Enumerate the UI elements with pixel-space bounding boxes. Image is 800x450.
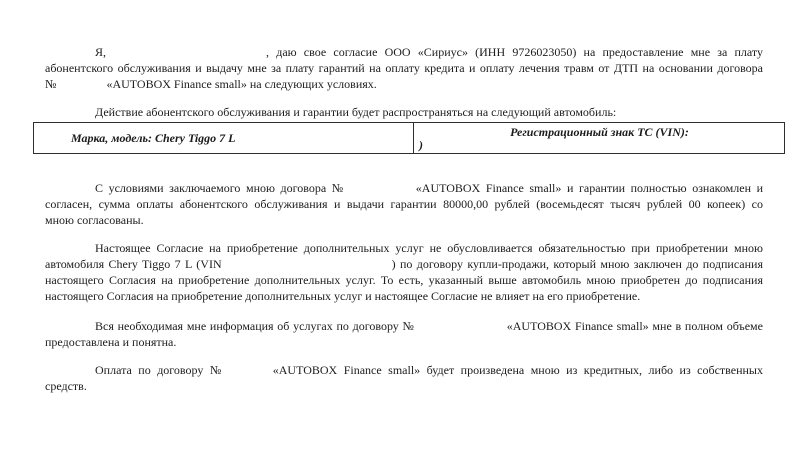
text-run: абонентского обслуживания и выдачу мне за плату гарантий на оплату кредита и оплату лечения травм от ДТП на основании договора — [45, 61, 763, 75]
no-obligation-paragraph — [45, 240, 763, 304]
intro-line-1 — [45, 44, 763, 60]
text-run: автомобиля Chery Tiggo 7 L (VIN — [45, 257, 222, 271]
text-run: Вся необходимая мне информация об услугах по договору № — [95, 319, 415, 333]
contract-number-blank-field — [346, 190, 416, 192]
contract-number-blank-field — [415, 328, 507, 330]
spacer — [45, 154, 763, 180]
text-run: мною согласованы. — [45, 213, 144, 227]
vehicle-reg-label: Регистрационный знак ТС (VIN): — [510, 125, 689, 139]
intro-line-2 — [45, 60, 763, 76]
text-run: Оплата по договору № — [95, 363, 225, 377]
vehicle-make-model-cell — [34, 123, 414, 153]
text-run: Настоящее Согласие на приобретение дополнительных услуг не обусловливается обязательностью при приобретении мною — [95, 241, 763, 255]
intro-line-3 — [45, 76, 763, 92]
information-paragraph — [45, 318, 763, 350]
payment-paragraph — [45, 362, 763, 394]
text-run: настоящего Согласия на приобретение дополнительных услуг. То есть, указанный выше автомобиль мною приобретен до подписания — [45, 273, 763, 287]
information-line-1 — [45, 318, 763, 334]
text-run: Действие абонентского обслуживания и гарантии будет распространяться на следующий автомобиль: — [95, 105, 617, 119]
spacer — [45, 304, 763, 318]
payment-line-1 — [45, 362, 763, 378]
spacer — [45, 350, 763, 362]
text-run: «AUTOBOX Finance small» мне в полном объеме — [506, 319, 763, 333]
text-run: средств. — [45, 379, 87, 393]
text-run: предоставлена и понятна. — [45, 335, 177, 349]
information-line-2 — [45, 334, 763, 350]
text-run: согласен, сумма оплаты абонентского обслуживания и выдачи гарантии 80000,00 рублей (восемьдесят тысяч рублей 00 копеек) со — [45, 197, 763, 211]
no-obligation-line-1 — [45, 240, 763, 256]
text-run: Я, — [95, 45, 107, 59]
text-run: С условиями заключаемого мною договора № — [95, 181, 346, 195]
text-run: «AUTOBOX Finance small» и гарантии полностью ознакомлен и — [415, 181, 764, 195]
vehicle-make-model: Марка, модель: Chery Tiggo 7 L — [71, 131, 236, 145]
vehicle-heading — [45, 104, 763, 120]
text-run: , даю свое согласие ООО «Сириус» (ИНН 9726023050) на предоставление мне за плату — [266, 45, 763, 59]
text-run: «AUTOBOX Finance small» на следующих условиях. — [106, 77, 377, 91]
terms-paragraph — [45, 180, 763, 228]
intro-paragraph — [45, 44, 763, 92]
text-run: настоящего Согласия на приобретение дополнительных услуг и настоящее Согласие не влияет на его приобретение. — [45, 289, 641, 303]
terms-line-1 — [45, 180, 763, 196]
terms-line-2 — [45, 196, 763, 212]
spacer — [45, 228, 763, 240]
terms-line-3 — [45, 212, 763, 228]
no-obligation-line-3 — [45, 272, 763, 288]
vin-blank-field — [222, 266, 392, 268]
payment-line-2 — [45, 378, 763, 394]
spacer — [45, 92, 763, 104]
text-run: ) по договору купли-продажи, который мною заключен до подписания — [391, 257, 763, 271]
no-obligation-line-2 — [45, 256, 763, 272]
vehicle-table — [33, 122, 785, 154]
text-run: № — [45, 77, 57, 91]
client-name-blank-field — [106, 54, 266, 56]
vehicle-reg-value: ) — [419, 138, 424, 152]
vehicle-reg-cell — [414, 123, 784, 153]
no-obligation-line-4 — [45, 288, 763, 304]
contract-number-blank-field — [56, 86, 106, 88]
contract-number-blank-field — [225, 372, 273, 374]
text-run: «AUTOBOX Finance small» будет произведена мною из кредитных, либо из собственных — [272, 363, 763, 377]
